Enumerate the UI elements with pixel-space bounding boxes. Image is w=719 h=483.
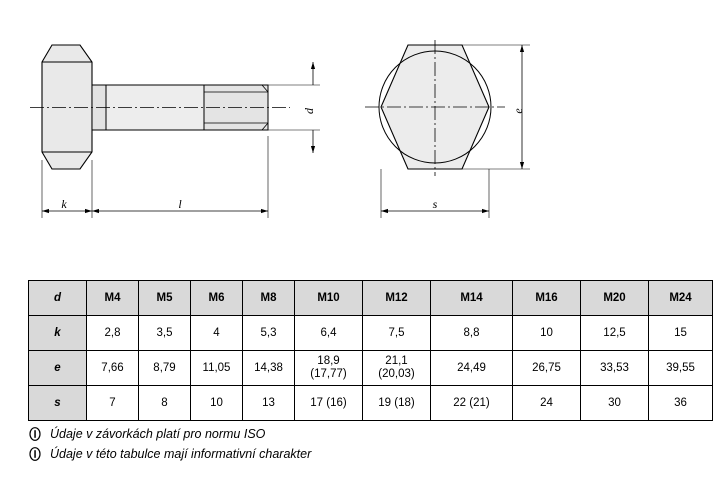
table-cell: 17 (16) bbox=[295, 386, 363, 421]
table-column-header: M12 bbox=[363, 281, 431, 316]
table-cell: 33,53 bbox=[581, 351, 649, 386]
table-cell: 26,75 bbox=[513, 351, 581, 386]
table-cell: 39,55 bbox=[649, 351, 713, 386]
table-cell: 10 bbox=[513, 316, 581, 351]
table-column-header: M10 bbox=[295, 281, 363, 316]
table-cell: 18,9 (17,77) bbox=[295, 351, 363, 386]
dim-s-label: s bbox=[432, 197, 438, 211]
table-row-header: e bbox=[29, 351, 87, 386]
table-cell: 10 bbox=[191, 386, 243, 421]
notes-block bbox=[28, 424, 688, 464]
table-column-header: M4 bbox=[87, 281, 139, 316]
table-cell: 8,8 bbox=[431, 316, 513, 351]
table-corner-header: d bbox=[29, 281, 87, 316]
table-column-header: M8 bbox=[243, 281, 295, 316]
table-column-header: M5 bbox=[139, 281, 191, 316]
table-column-header: M20 bbox=[581, 281, 649, 316]
table-cell: 8,79 bbox=[139, 351, 191, 386]
table-row bbox=[29, 351, 713, 386]
note-row bbox=[28, 444, 688, 464]
table-cell: 19 (18) bbox=[363, 386, 431, 421]
table-cell: 13 bbox=[243, 386, 295, 421]
dim-k-label: k bbox=[61, 197, 67, 211]
table-column-header: M24 bbox=[649, 281, 713, 316]
table-cell: 7 bbox=[87, 386, 139, 421]
table-cell: 7,5 bbox=[363, 316, 431, 351]
table-cell: 22 (21) bbox=[431, 386, 513, 421]
table-column-header: M6 bbox=[191, 281, 243, 316]
table-row bbox=[29, 386, 713, 421]
table-row-header: s bbox=[29, 386, 87, 421]
table-column-header: M14 bbox=[431, 281, 513, 316]
table-cell: 7,66 bbox=[87, 351, 139, 386]
bolt-head-view bbox=[365, 40, 530, 218]
table-cell: 11,05 bbox=[191, 351, 243, 386]
table-cell: 24,49 bbox=[431, 351, 513, 386]
table-cell: 4 bbox=[191, 316, 243, 351]
table-column-header: M16 bbox=[513, 281, 581, 316]
bolt-side-view bbox=[30, 45, 320, 218]
note-text: Údaje v závorkách platí pro normu ISO bbox=[50, 427, 266, 441]
table-cell: 24 bbox=[513, 386, 581, 421]
table-cell: 21,1 (20,03) bbox=[363, 351, 431, 386]
note-text: Údaje v této tabulce mají informativní charakter bbox=[50, 447, 312, 461]
table-row-header: k bbox=[29, 316, 87, 351]
table-cell: 36 bbox=[649, 386, 713, 421]
info-icon bbox=[28, 447, 42, 461]
table-cell: 2,8 bbox=[87, 316, 139, 351]
info-icon bbox=[28, 427, 42, 441]
note-row bbox=[28, 424, 688, 444]
table-row bbox=[29, 316, 713, 351]
table-header-row bbox=[29, 281, 713, 316]
dim-l-label: l bbox=[178, 197, 182, 211]
dim-d-label: d bbox=[302, 108, 316, 114]
dimension-table bbox=[28, 280, 713, 421]
table-cell: 8 bbox=[139, 386, 191, 421]
dim-e-label: e bbox=[511, 108, 525, 114]
table-cell: 3,5 bbox=[139, 316, 191, 351]
table-cell: 5,3 bbox=[243, 316, 295, 351]
table-cell: 14,38 bbox=[243, 351, 295, 386]
table-cell: 6,4 bbox=[295, 316, 363, 351]
table-cell: 30 bbox=[581, 386, 649, 421]
table-cell: 15 bbox=[649, 316, 713, 351]
dimension-table-container bbox=[28, 280, 695, 421]
table-cell: 12,5 bbox=[581, 316, 649, 351]
